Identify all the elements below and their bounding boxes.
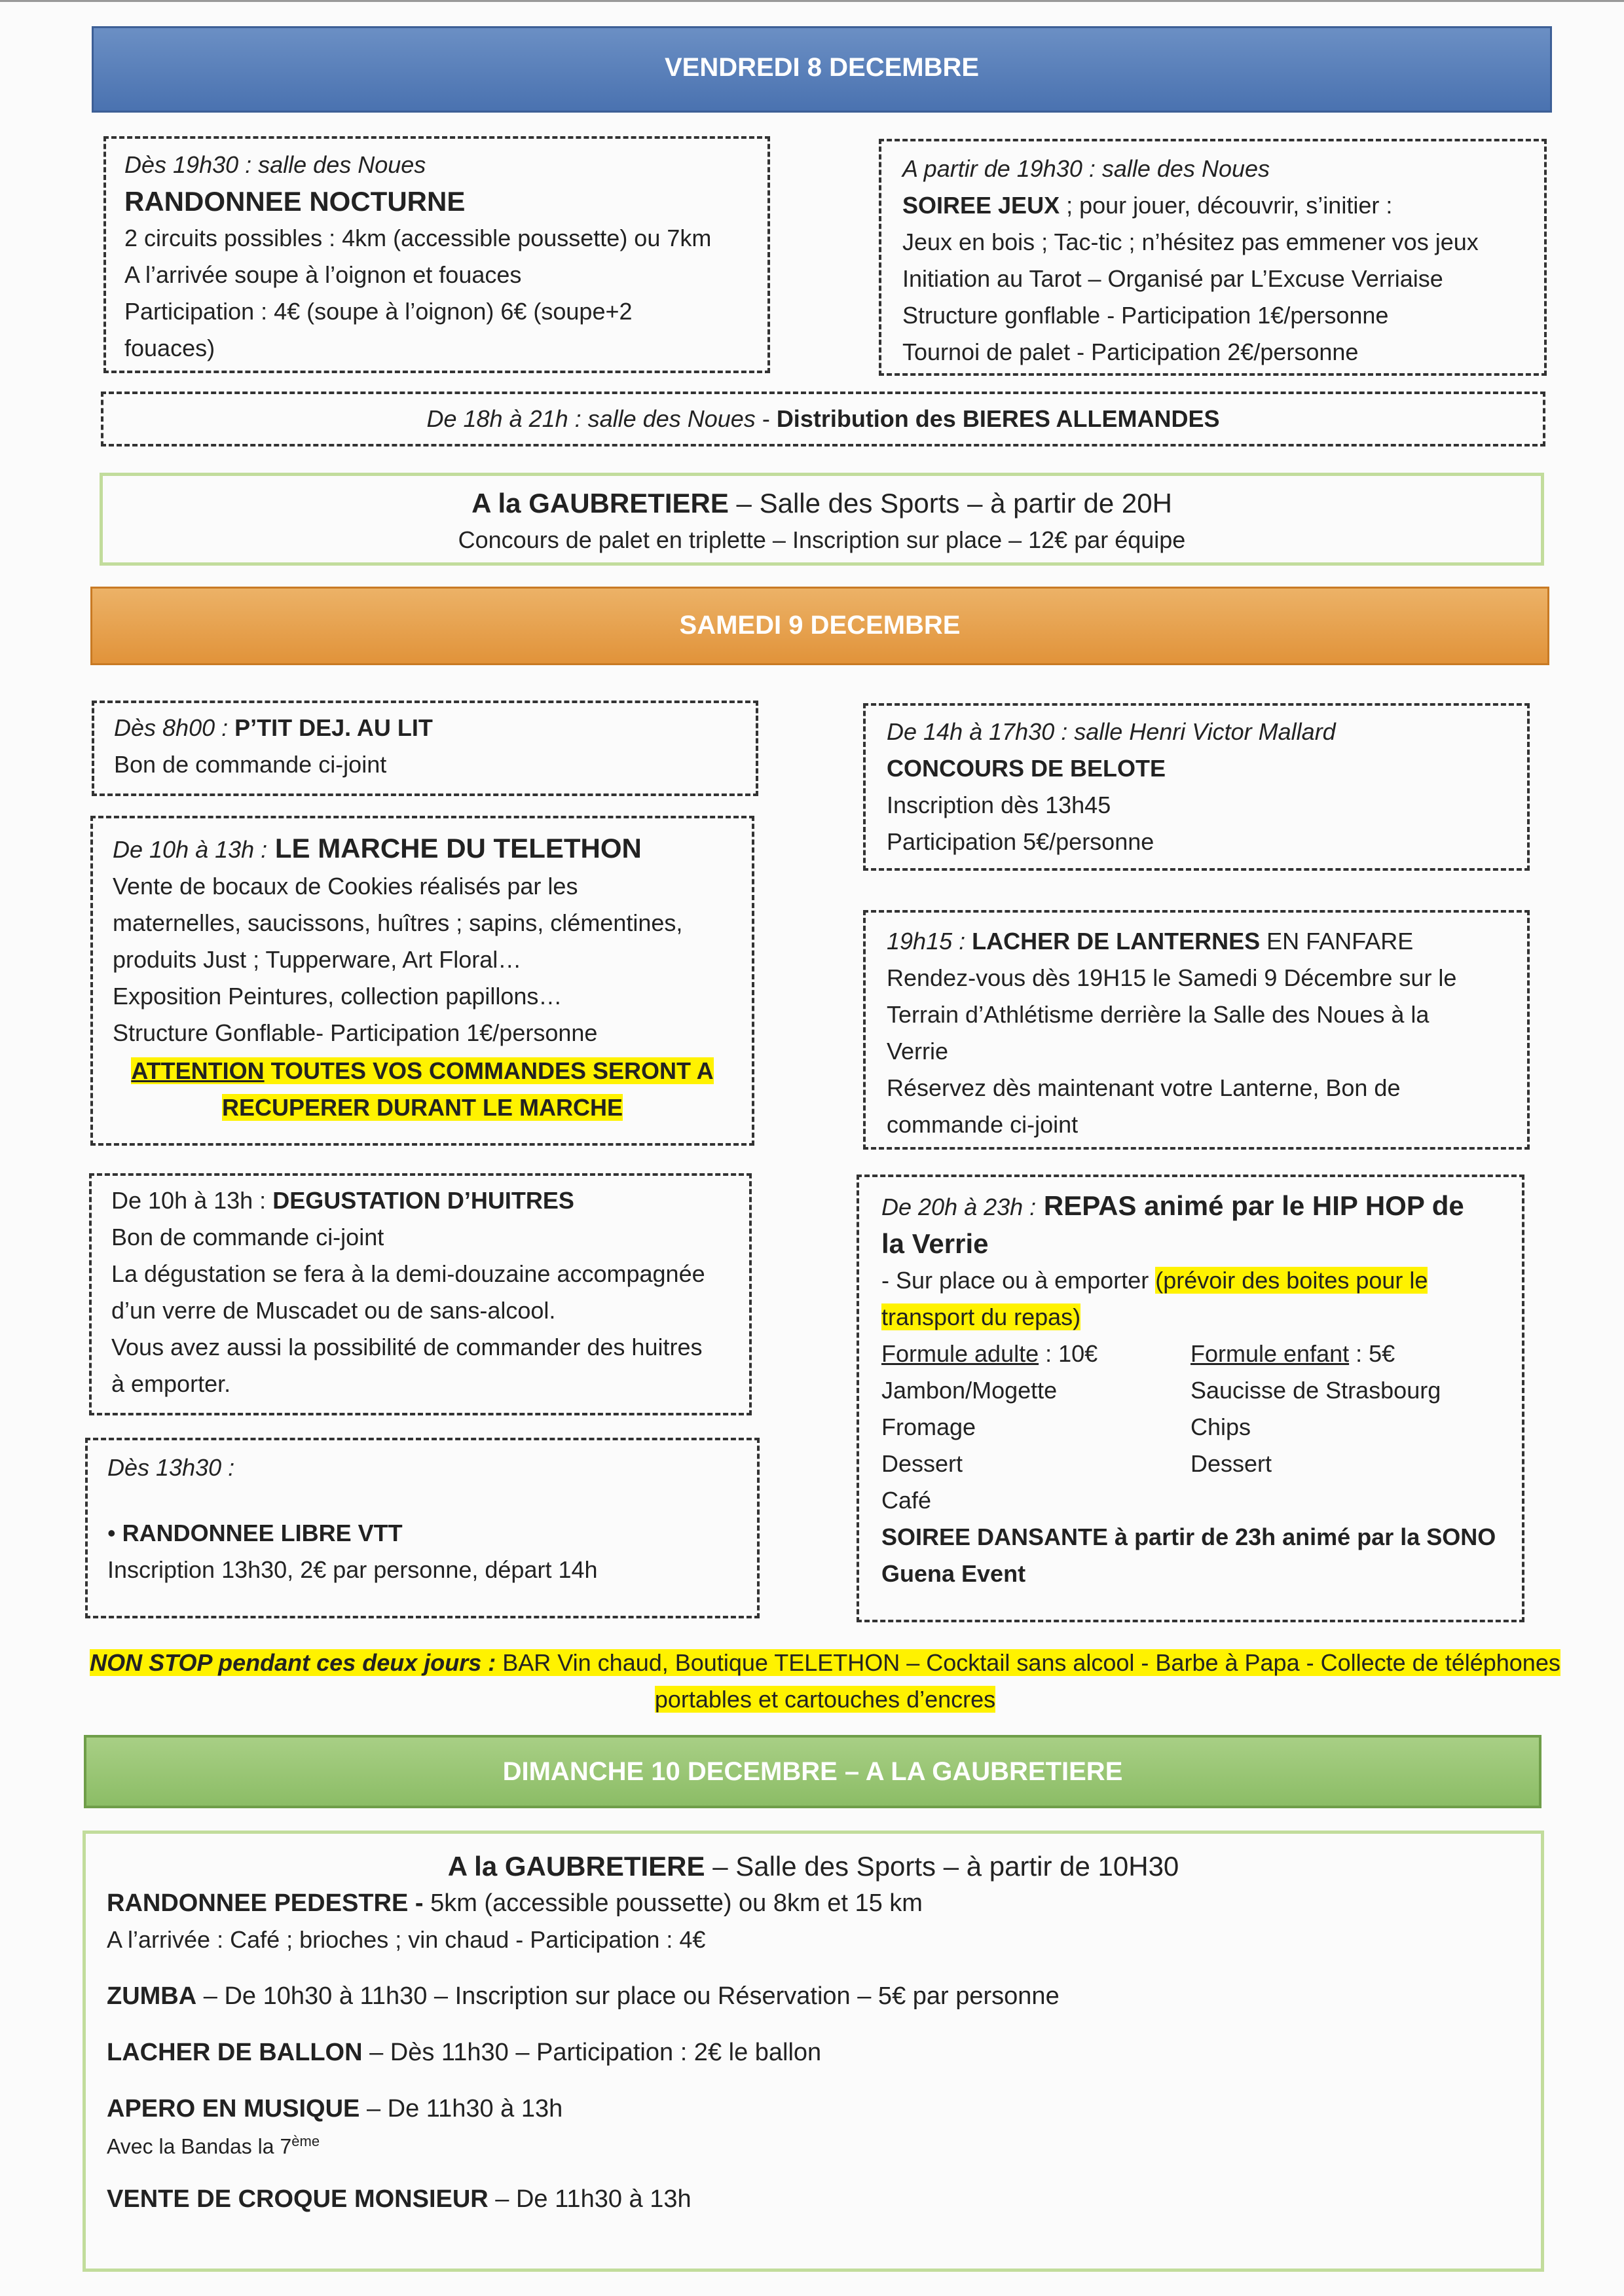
lanternes-line: Rendez-vous dès 19H15 le Samedi 9 Décembre sur le xyxy=(887,964,1457,991)
adult-item: Dessert xyxy=(881,1450,963,1477)
nonstop-text: BAR Vin chaud, Boutique TELETHON – Cocktail sans alcool - Barbe à Papa - Collecte de téléphones xyxy=(496,1649,1560,1676)
child-item: Saucisse de Strasbourg xyxy=(1190,1377,1441,1404)
rando-line: Participation : 4€ (soupe à l’oignon) 6€ (soupe+2 xyxy=(124,298,633,325)
belote-time: De 14h à 17h30 : salle Henri Victor Mallard xyxy=(887,718,1336,745)
lanternes-title: LACHER DE LANTERNES xyxy=(965,928,1261,955)
marche-line: Structure Gonflable- Participation 1€/personne xyxy=(113,1019,598,1046)
child-label: Formule enfant xyxy=(1190,1340,1350,1367)
repas-time: De 20h à 23h : xyxy=(881,1194,1037,1220)
rando-line: A l’arrivée soupe à l’oignon et fouaces xyxy=(124,261,522,288)
box-gaubretiere-sunday xyxy=(83,1831,1544,2272)
rando-line: 2 circuits possibles : 4km (accessible poussette) ou 7km xyxy=(124,225,712,251)
lanternes-line: Terrain d’Athlétisme derrière la Salle des Noues à la xyxy=(887,1001,1430,1028)
huitres-line: à emporter. xyxy=(111,1370,231,1397)
huitres-line: La dégustation se fera à la demi-douzaine accompagnée xyxy=(111,1260,705,1287)
marche-time: De 10h à 13h : xyxy=(113,836,268,863)
marche-line: maternelles, saucissons, huîtres ; sapins, clémentines, xyxy=(113,909,683,936)
soiree-dansante: SOIREE DANSANTE à partir de 23h animé par la SONO xyxy=(881,1523,1496,1550)
adult-label: Formule adulte xyxy=(881,1340,1039,1367)
jeux-title: SOIREE JEUX xyxy=(902,192,1060,219)
rando-pedestre-rest: 5km (accessible poussette) ou 8km et 15 km xyxy=(430,1889,923,1917)
bullet-icon: • xyxy=(107,1520,116,1546)
vtt-line: Inscription 13h30, 2€ par personne, départ 14h xyxy=(107,1556,598,1583)
lanternes-line: Réservez dès maintenant votre Lanterne, Bon de xyxy=(887,1074,1401,1101)
marche-line: produits Just ; Tupperware, Art Floral… xyxy=(113,946,522,973)
box-randonnee-vtt xyxy=(85,1438,760,1618)
repas-highlight: transport du repas) xyxy=(881,1303,1081,1330)
rando-pedestre-line: A l’arrivée : Café ; brioches ; vin chaud - Participation : 4€ xyxy=(107,1926,706,1953)
child-price: : 5€ xyxy=(1349,1340,1395,1367)
huitres-title: DEGUSTATION D’HUITRES xyxy=(266,1187,574,1214)
zumba-rest: – De 10h30 à 11h30 – Inscription sur place ou Réservation – 5€ par personne xyxy=(196,1982,1060,2010)
huitres-line: Bon de commande ci-joint xyxy=(111,1224,384,1250)
lanternes-title2: EN FANFARE xyxy=(1260,928,1414,955)
box-degustation-huitres xyxy=(89,1173,752,1415)
jeux-line: Jeux en bois ; Tac-tic ; n’hésitez pas emmener vos jeux xyxy=(902,228,1479,255)
box-repas xyxy=(857,1175,1524,1622)
bieres-text: Distribution des BIERES ALLEMANDES xyxy=(776,405,1220,432)
jeux-line: Initiation au Tarot – Organisé par L’Excuse Verriaise xyxy=(902,265,1443,292)
jeux-title-rest: ; pour jouer, découvrir, s’initier : xyxy=(1060,192,1393,219)
lanternes-time: 19h15 : xyxy=(887,928,966,955)
croque-rest: – De 11h30 à 13h xyxy=(488,2185,692,2213)
lanternes-line: Verrie xyxy=(887,1038,949,1065)
sunday-place-rest: – Salle des Sports – à partir de 10H30 xyxy=(705,1851,1179,1882)
formule-enfant xyxy=(1190,1336,1500,1519)
lanternes-line: commande ci-joint xyxy=(887,1111,1079,1138)
gaub-line: Concours de palet en triplette – Inscription sur place – 12€ par équipe xyxy=(458,526,1186,553)
zumba-title: ZUMBA xyxy=(107,1982,197,2010)
box-gaubretiere-friday xyxy=(100,473,1544,566)
petitdej-title: P’TIT DEJ. AU LIT xyxy=(228,714,433,741)
gaub-place: A la GAUBRETIERE xyxy=(471,488,729,519)
soiree-dansante: Guena Event xyxy=(881,1560,1026,1587)
apero-rest: – De 11h30 à 13h xyxy=(360,2095,563,2123)
marche-line: Exposition Peintures, collection papillons… xyxy=(113,983,563,1010)
nonstop-label: NON STOP pendant ces deux jours : xyxy=(90,1649,496,1676)
formule-adulte xyxy=(881,1336,1190,1519)
rando-time: Dès 19h30 : salle des Noues xyxy=(124,151,426,178)
nonstop-text: portables et cartouches d’encres xyxy=(654,1686,996,1713)
croque-title: VENTE DE CROQUE MONSIEUR xyxy=(107,2185,489,2213)
rando-pedestre-title: RANDONNEE PEDESTRE - xyxy=(107,1889,431,1917)
marche-line: Vente de bocaux de Cookies réalisés par les xyxy=(113,873,578,900)
jeux-time: A partir de 19h30 : salle des Noues xyxy=(902,155,1270,182)
belote-line: Inscription dès 13h45 xyxy=(887,792,1111,818)
banner-saturday: SAMEDI 9 DECEMBRE xyxy=(90,587,1549,665)
banner-sunday: DIMANCHE 10 DECEMBRE – A LA GAUBRETIERE xyxy=(84,1735,1541,1808)
box-lacher-lanternes xyxy=(863,910,1530,1150)
nonstop-notice xyxy=(72,1645,1578,1723)
repas-title: REPAS animé par le HIP HOP de xyxy=(1036,1190,1464,1221)
bieres-time: De 18h à 21h : salle des Noues xyxy=(426,405,756,432)
adult-item: Fromage xyxy=(881,1413,976,1440)
box-petit-dej xyxy=(92,701,758,796)
box-concours-belote xyxy=(863,703,1530,871)
belote-title: CONCOURS DE BELOTE xyxy=(887,755,1166,782)
top-rule xyxy=(0,0,1624,2)
petitdej-time: Dès 8h00 : xyxy=(114,714,229,741)
child-item: Chips xyxy=(1190,1413,1251,1440)
petitdej-line: Bon de commande ci-joint xyxy=(114,751,387,778)
sunday-place: A la GAUBRETIERE xyxy=(447,1851,705,1882)
box-soiree-jeux xyxy=(879,139,1547,376)
ballon-title: LACHER DE BALLON xyxy=(107,2039,363,2066)
marche-title: LE MARCHE DU TELETHON xyxy=(267,833,642,864)
repas-highlight: (prévoir des boites pour le xyxy=(1155,1267,1428,1294)
ballon-rest: – Dès 11h30 – Participation : 2€ le ballon xyxy=(362,2039,822,2066)
box-marche-telethon xyxy=(90,816,754,1146)
rando-title: RANDONNEE NOCTURNE xyxy=(124,186,466,217)
apero-sup: ème xyxy=(291,2133,320,2149)
adult-price: : 10€ xyxy=(1039,1340,1098,1367)
gaub-rest: – Salle des Sports – à partir de 20H xyxy=(728,488,1172,519)
huitres-line: Vous avez aussi la possibilité de commander des huitres xyxy=(111,1334,703,1360)
adult-item: Jambon/Mogette xyxy=(881,1377,1058,1404)
huitres-time: De 10h à 13h : xyxy=(111,1187,267,1214)
vtt-time: Dès 13h30 : xyxy=(107,1454,235,1481)
box-bieres xyxy=(101,392,1545,446)
marche-warning-attention: ATTENTION xyxy=(131,1057,265,1084)
jeux-line: Tournoi de palet - Participation 2€/personne xyxy=(902,338,1359,365)
marche-warning: RECUPERER DURANT LE MARCHE xyxy=(221,1094,623,1121)
apero-line: Avec la Bandas la 7 xyxy=(107,2134,292,2159)
repas-title: la Verrie xyxy=(881,1228,989,1259)
bieres-sep: - xyxy=(755,405,777,432)
adult-item: Café xyxy=(881,1487,932,1514)
banner-friday: VENDREDI 8 DECEMBRE xyxy=(92,26,1552,113)
jeux-line: Structure gonflable - Participation 1€/personne xyxy=(902,302,1389,329)
box-randonnee-nocturne xyxy=(103,136,770,373)
apero-title: APERO EN MUSIQUE xyxy=(107,2095,360,2123)
repas-line: - Sur place ou à emporter xyxy=(881,1267,1156,1294)
marche-warning: TOUTES VOS COMMANDES SERONT A xyxy=(264,1057,714,1084)
huitres-line: d’un verre de Muscadet ou de sans-alcool. xyxy=(111,1297,556,1324)
belote-line: Participation 5€/personne xyxy=(887,828,1154,855)
rando-line: fouaces) xyxy=(124,335,215,361)
child-item: Dessert xyxy=(1190,1450,1272,1477)
vtt-title: RANDONNEE LIBRE VTT xyxy=(122,1520,403,1546)
